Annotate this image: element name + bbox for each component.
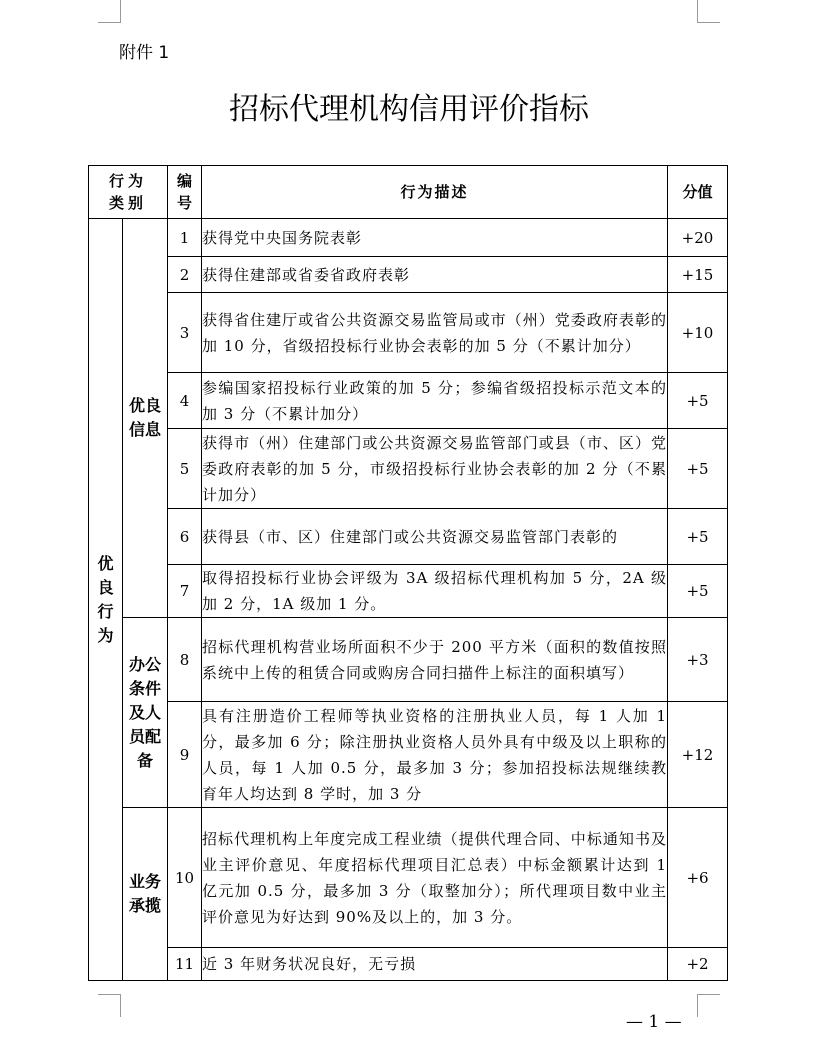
table-row xyxy=(89,373,728,429)
row-number: 2 xyxy=(168,257,202,293)
row-number: 11 xyxy=(168,948,202,981)
table-row xyxy=(89,618,728,702)
table-row xyxy=(89,429,728,509)
row-score: +5 xyxy=(668,509,728,565)
row-score: +5 xyxy=(668,373,728,429)
table-row xyxy=(89,219,728,257)
table-row xyxy=(89,948,728,981)
row-description: 获得县（市、区）住建部门或公共资源交易监管部门表彰的 xyxy=(202,509,668,565)
table-row xyxy=(89,293,728,373)
credit-evaluation-table xyxy=(88,165,728,981)
row-score: +10 xyxy=(668,293,728,373)
row-score: +5 xyxy=(668,429,728,509)
row-description: 招标代理机构上年度完成工程业绩（提供代理合同、中标通知书及业主评价意见、年度招标代理项目汇总表）中标金额累计达到 1 亿元加 0.5 分，最多加 3 分（取整加分）；所代理项目数中业主评价意见为好达到 90%及以上的，加 3 分。 xyxy=(202,808,668,948)
row-description: 取得招投标行业协会评级为 3A 级招标代理机构加 5 分，2A 级加 2 分，1A 级加 1 分。 xyxy=(202,565,668,618)
document-title: 招标代理机构信用评价指标 xyxy=(229,92,589,127)
page-number: — 1 — xyxy=(626,1012,682,1032)
crop-mark-top-left xyxy=(98,0,121,23)
row-number: 6 xyxy=(168,509,202,565)
row-number: 3 xyxy=(168,293,202,373)
category-group: 办公条件及人员配备 xyxy=(123,618,168,808)
table-row xyxy=(89,257,728,293)
crop-mark-top-right xyxy=(697,0,720,23)
row-number: 1 xyxy=(168,219,202,257)
row-score: +12 xyxy=(668,702,728,808)
row-score: +3 xyxy=(668,618,728,702)
table-row xyxy=(89,509,728,565)
row-number: 10 xyxy=(168,808,202,948)
crop-mark-bottom-right xyxy=(697,994,720,1017)
row-score: +15 xyxy=(668,257,728,293)
table-row xyxy=(89,702,728,808)
category-group: 优良信息 xyxy=(123,219,168,618)
header-number: 编号 xyxy=(168,166,202,219)
header-score: 分值 xyxy=(668,166,728,219)
row-number: 4 xyxy=(168,373,202,429)
attachment-label: 附件 1 xyxy=(119,43,170,63)
row-number: 7 xyxy=(168,565,202,618)
row-number: 8 xyxy=(168,618,202,702)
header-description: 行为描述 xyxy=(202,166,668,219)
row-description: 具有注册造价工程师等执业资格的注册执业人员，每 1 人加 1 分，最多加 6 分；除注册执业资格人员外具有中级及以上职称的人员，每 1 人加 0.5 分，最多加 3 分；参加招投标法规继续教育年人均达到 8 学时，加 3 分 xyxy=(202,702,668,808)
crop-mark-bottom-left xyxy=(98,994,121,1017)
category-main: 优良行为 xyxy=(89,219,123,981)
row-number: 9 xyxy=(168,702,202,808)
table-row xyxy=(89,565,728,618)
row-score: +5 xyxy=(668,565,728,618)
row-description: 参编国家招投标行业政策的加 5 分；参编省级招投标示范文本的加 3 分（不累计加分） xyxy=(202,373,668,429)
row-score: +6 xyxy=(668,808,728,948)
row-number: 5 xyxy=(168,429,202,509)
row-description: 获得党中央国务院表彰 xyxy=(202,219,668,257)
row-description: 获得省住建厅或省公共资源交易监管局或市（州）党委政府表彰的加 10 分，省级招投标行业协会表彰的加 5 分（不累计加分） xyxy=(202,293,668,373)
row-score: +20 xyxy=(668,219,728,257)
header-category: 行为类别 xyxy=(89,166,168,219)
row-description: 招标代理机构营业场所面积不少于 200 平方米（面积的数值按照系统中上传的租赁合同或购房合同扫描件上标注的面积填写） xyxy=(202,618,668,702)
category-group: 业务承揽 xyxy=(123,808,168,981)
table-row xyxy=(89,808,728,948)
row-description: 近 3 年财务状况良好，无亏损 xyxy=(202,948,668,981)
row-score: +2 xyxy=(668,948,728,981)
row-description: 获得市（州）住建部门或公共资源交易监管部门或县（市、区）党委政府表彰的加 5 分，市级招投标行业协会表彰的加 2 分（不累计加分） xyxy=(202,429,668,509)
row-description: 获得住建部或省委省政府表彰 xyxy=(202,257,668,293)
